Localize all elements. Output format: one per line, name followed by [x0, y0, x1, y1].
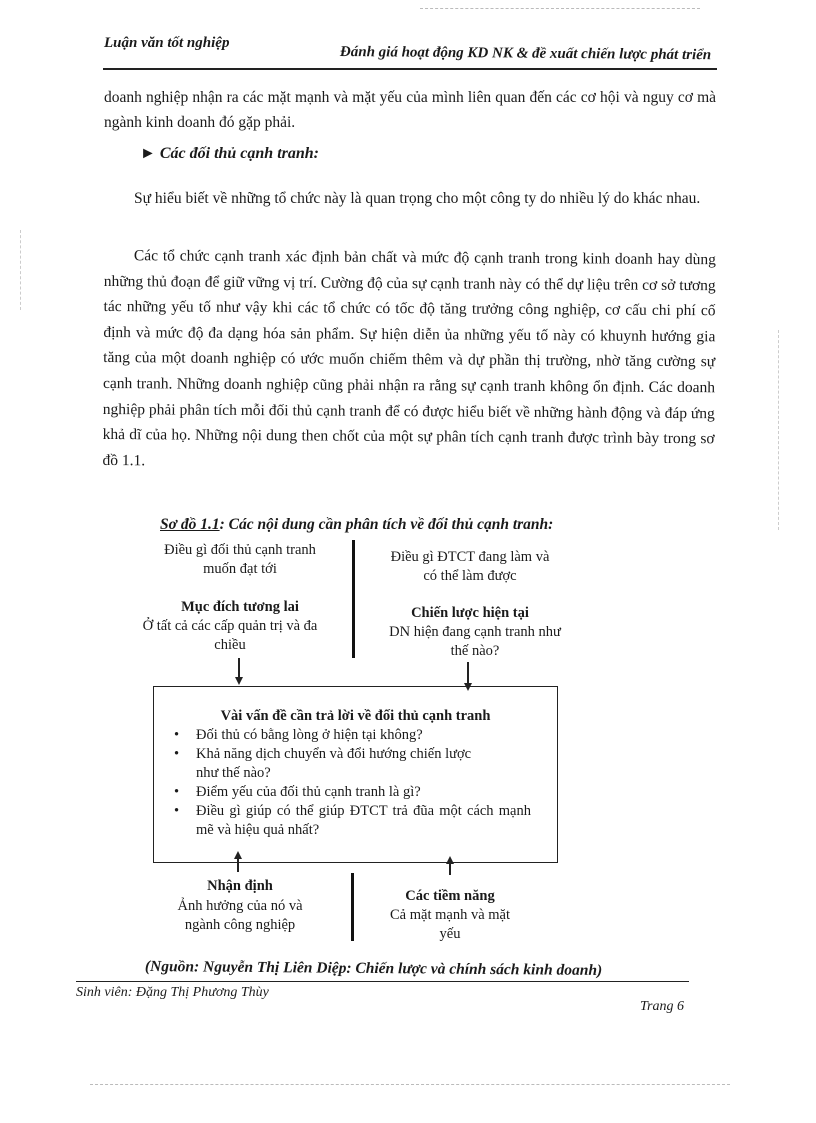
arrow-down-right: [467, 662, 469, 684]
top-divider: [352, 540, 355, 658]
current-strategy-title: Chiến lược hiện tại: [411, 605, 529, 621]
question-item-1-text: Đối thủ có bằng lòng ở hiện tại không?: [196, 727, 423, 743]
paragraph-2: Sự hiểu biết về những tổ chức này là quan trọng cho một công ty do nhiều lý do khác nhau.: [134, 190, 701, 207]
question-item-2-text: Khả năng dịch chuyển và đổi hướng chiến lược như thế nào?: [196, 746, 472, 781]
assessment-title: Nhận định: [207, 878, 273, 894]
header-rule: [103, 68, 717, 70]
footer-page-number: Trang 6: [640, 999, 684, 1014]
arrow-up-left: [237, 858, 239, 872]
section-heading: [140, 145, 319, 163]
diagram-caption-text: : Các nội dung cần phân tích về đối thủ cạnh tranh:: [219, 516, 554, 533]
question-item-3: [174, 783, 557, 802]
section-title: Các đối thủ cạnh tranh:: [159, 145, 319, 162]
arrow-down-left: [238, 658, 240, 678]
footer-student: Sinh viên: Đặng Thị Phương Thùy: [76, 985, 269, 1000]
question-bullet: •: [174, 746, 180, 762]
questions-box: [153, 686, 558, 863]
scan-dash-top: [420, 8, 700, 9]
header-right: Đánh giá hoạt động KD NK & đề xuất chiến lược phát triển: [339, 44, 712, 64]
diagram-caption: [160, 516, 553, 534]
potential-title: Các tiềm năng: [405, 888, 495, 904]
bottom-divider: [351, 873, 354, 941]
future-goal-title: Mục đích tương lai: [181, 599, 299, 615]
scan-dash-bottom: [90, 1084, 730, 1085]
question-item-3-text: Điểm yếu của đối thủ cạnh tranh là gì?: [196, 784, 421, 800]
source-citation: (Nguồn: Nguyễn Thị Liên Diệp: Chiến lược và chính sách kinh doanh): [144, 958, 603, 979]
question-item-4-text: Điều gì giúp có thể giúp ĐTCT trả đũa một cách mạnh mẽ và hiệu quả nhất?: [196, 803, 531, 838]
questions-list: [154, 726, 557, 840]
questions-box-title: Vài vấn đề cần trả lời về đối thủ cạnh tranh: [220, 708, 491, 724]
question-item-4: [174, 802, 531, 840]
header-left: Luận văn tốt nghiệp: [104, 35, 230, 51]
current-strategy-detail: DN hiện đang cạnh tranh như thế nào?: [389, 624, 561, 659]
question-item-2: [174, 745, 496, 783]
scan-dash-left: [20, 230, 21, 310]
scan-dash-right: [778, 330, 779, 530]
arrow-up-right: [449, 863, 451, 875]
current-strategy-description: Điều gì ĐTCT đang làm và có thể làm được: [390, 549, 550, 584]
question-bullet: •: [174, 803, 180, 819]
paragraph-3: Các tổ chức cạnh tranh xác định bản chất và mức độ cạnh tranh trong kinh doanh hay dùng những thủ đoạn để giữ vững vị trí. Cường độ của sự cạnh tranh này có thể dự liệu trên cơ sở tương tác những yếu tố như vậy khi các tổ chức có tốc độ tăng trưởng công nghiệp, cơ cấu chi phí cố định và mức độ đa dạng hóa sản phẩm. Sự hiện diễn ủa những yếu tố này có khuynh hướng gia tăng của một doanh nghiệp có ước muốn chiếm thêm và dự phần thị trường, nhờ tăng cường sự cạnh tranh. Những doanh nghiệp cũng phải nhận ra rằng sự cạnh tranh không ổn định. Các doanh nghiệp phải phân tích mỗi đối thủ cạnh tranh để có được hiểu biết về những hành động và đáp ứng khả dĩ của họ. Những nội dung then chốt của một sự phân tích cạnh tranh được trình bày trong sơ đồ 1.1.: [102, 247, 716, 470]
question-item-1: [174, 726, 557, 745]
diagram-caption-label: Sơ đồ 1.1: [160, 516, 220, 533]
question-bullet: •: [174, 727, 180, 743]
future-goal-description: Điều gì đối thủ cạnh tranh muốn đạt tới: [164, 542, 316, 577]
potential-detail: Cả mặt mạnh và mặt yếu: [390, 907, 510, 942]
question-bullet: •: [174, 784, 180, 800]
future-goal-detail: Ở tất cả các cấp quản trị và đa chiều: [142, 618, 318, 653]
footer-rule: [76, 981, 689, 982]
section-marker: ►: [140, 145, 156, 162]
arrow-down-left-head: [235, 677, 243, 685]
paragraph-1: doanh nghiệp nhận ra các mặt mạnh và mặt yếu của mình liên quan đến các cơ hội và nguy cơ mà ngành kinh doanh đó gặp phải.: [104, 89, 716, 131]
assessment-detail: Ảnh hưởng của nó và ngành công nghiệp: [177, 898, 303, 933]
